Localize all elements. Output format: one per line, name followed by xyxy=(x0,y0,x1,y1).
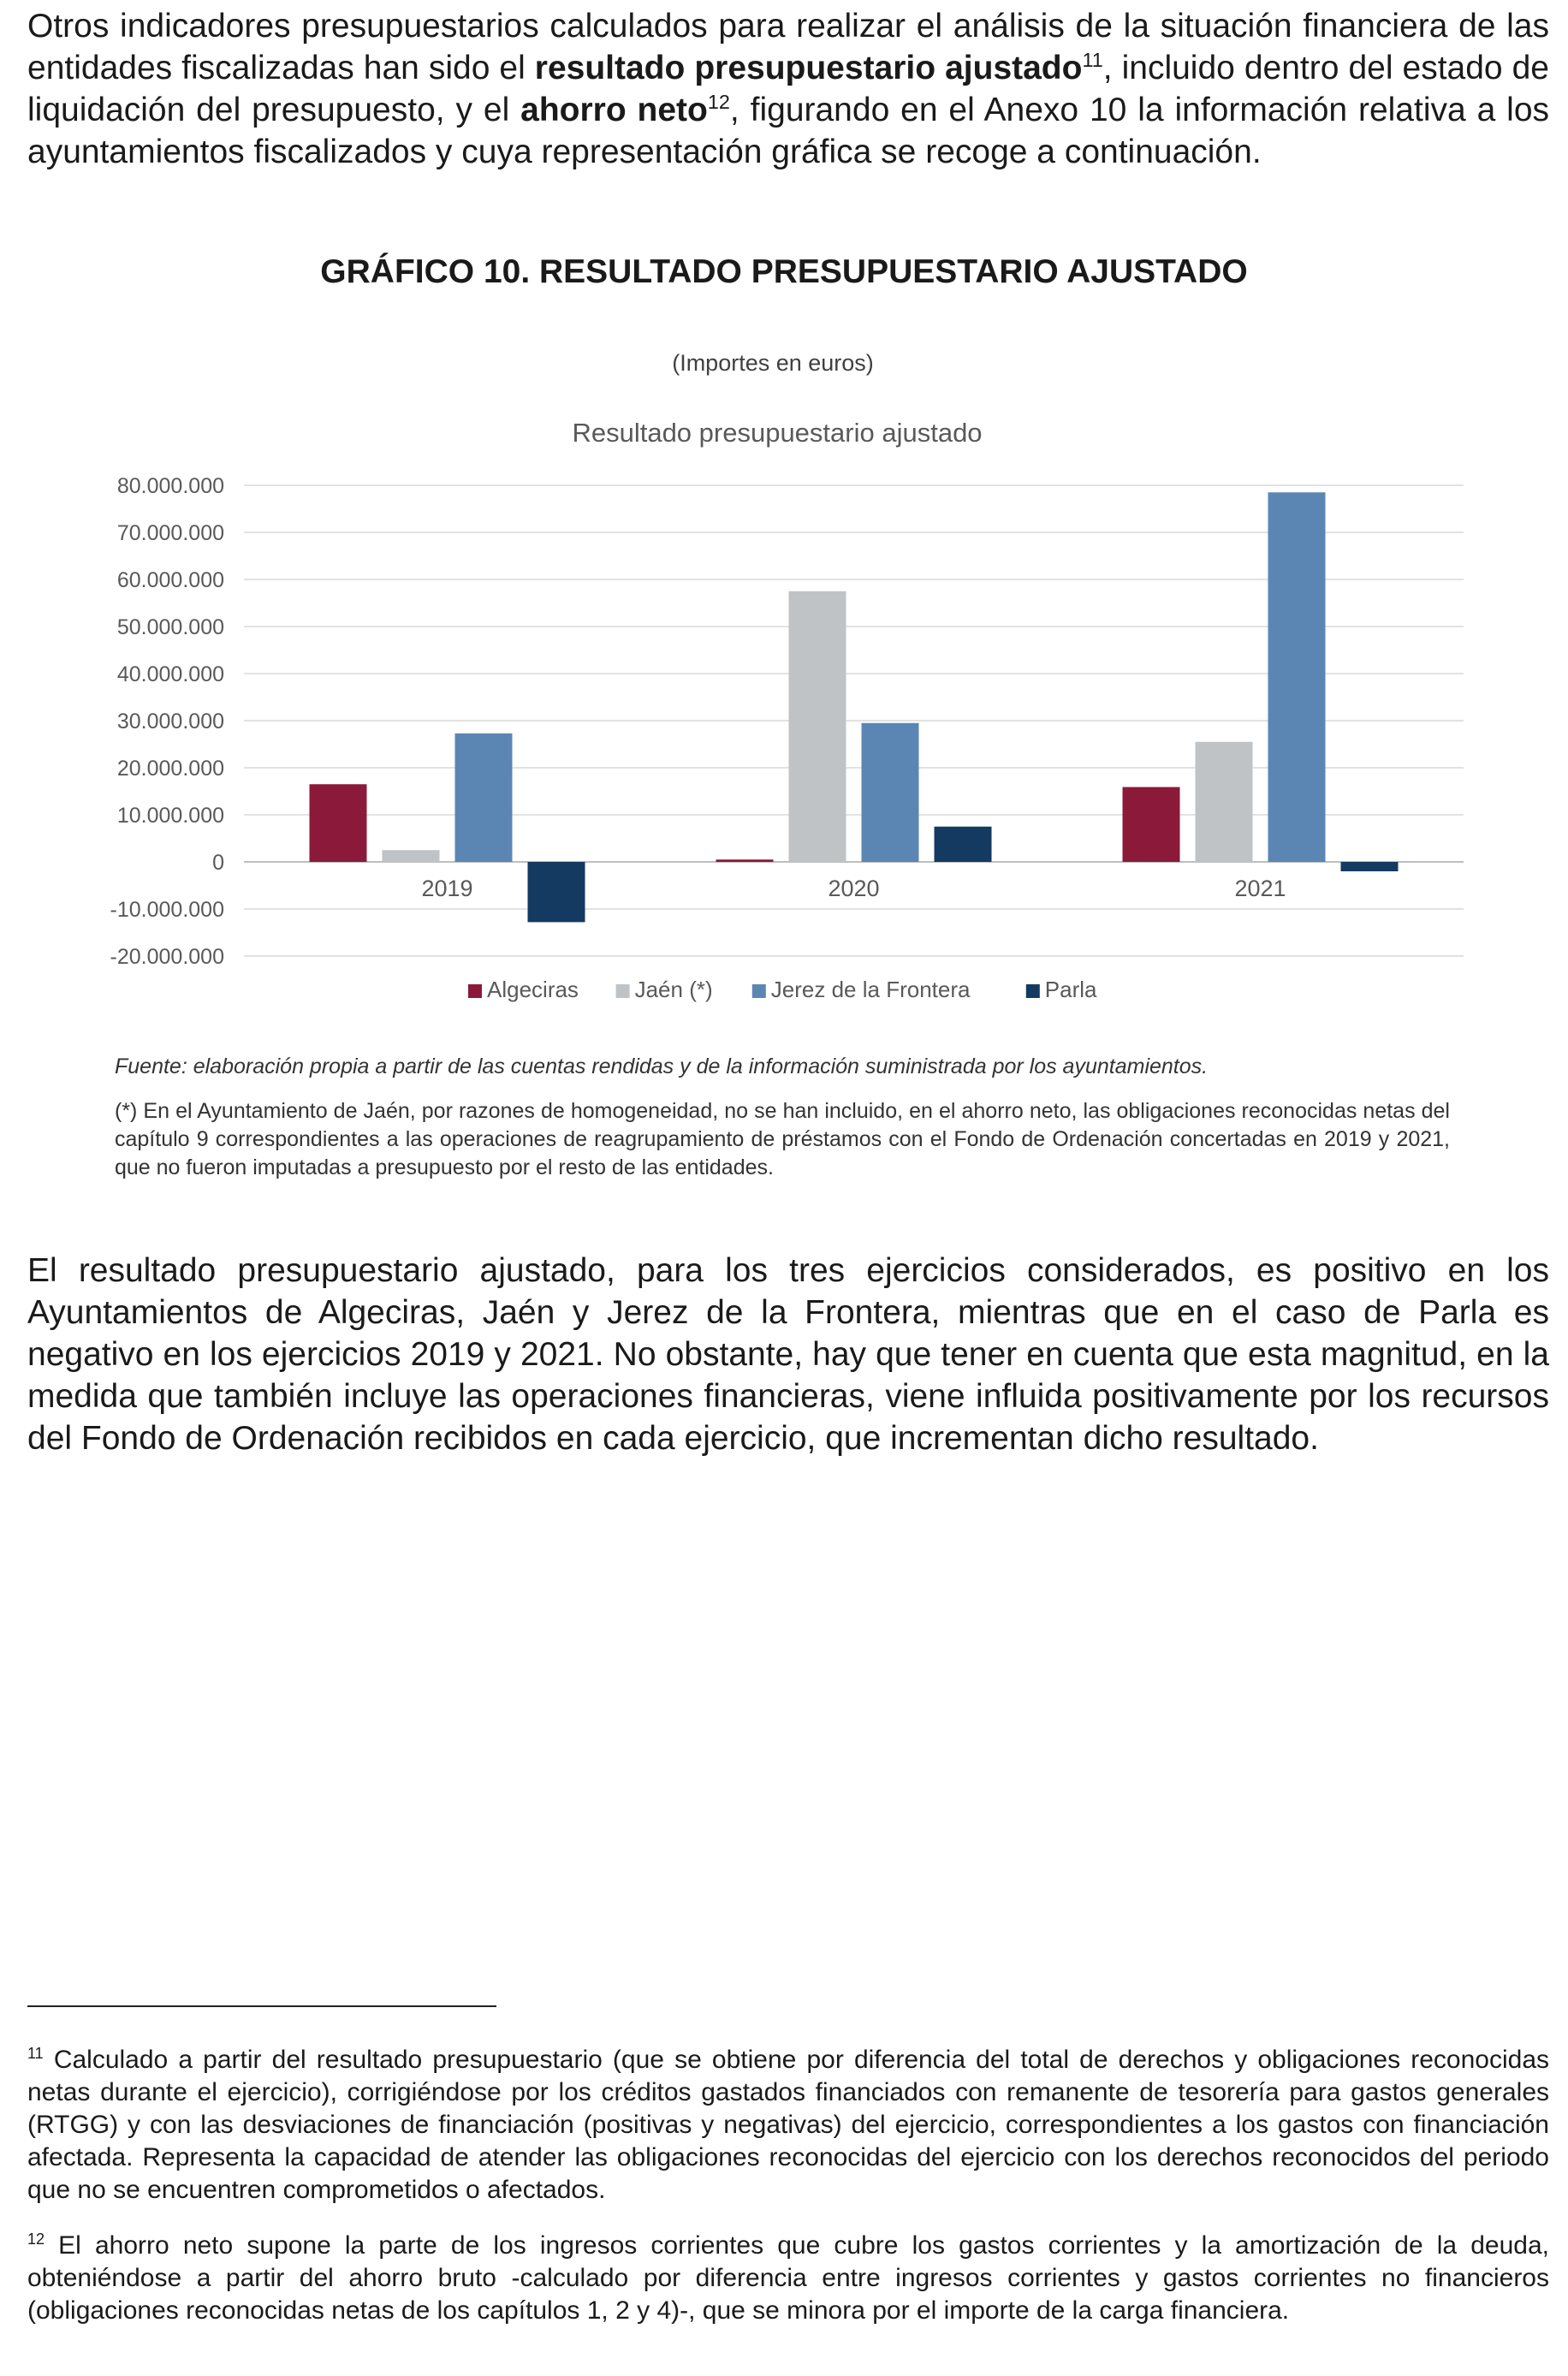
intro-text-3: , figurando en el Anexo 10 la información relativa a los ayuntamientos fiscalizados y cuya representación gráfica se recoge a continuación. xyxy=(27,92,1550,170)
bar xyxy=(1268,492,1326,862)
x-tick-label: 2021 xyxy=(1234,876,1286,901)
bar xyxy=(862,723,919,862)
y-tick-label: 10.000.000 xyxy=(116,804,224,828)
bar xyxy=(455,734,513,862)
legend-swatch xyxy=(616,984,630,998)
footnote-12-text: El ahorro neto supone la parte de los ingresos corrientes que cubre los gastos corrientes y la amortización de la deuda, obteniéndose a partir del ahorro bruto -calculado por diferencia entre ingresos corrientes y gastos corrientes no financieros (obligaciones reconocidas netas de los capítulos 1, 2 y 4)-, que se minora por el importe de la carga financiera. xyxy=(27,2231,1549,2325)
legend-swatch xyxy=(468,984,482,998)
bar xyxy=(1196,742,1253,862)
y-tick-label: 0 xyxy=(212,851,224,875)
legend-label: Algeciras xyxy=(487,977,579,1002)
intro-paragraph xyxy=(27,5,1549,173)
y-tick-label: -20.000.000 xyxy=(110,945,224,969)
bar xyxy=(1123,787,1180,862)
figure-title: GRÁFICO 10. RESULTADO PRESUPUESTARIO AJUSTADO xyxy=(320,253,1248,290)
y-tick-label: 60.000.000 xyxy=(116,568,224,592)
y-tick-label: 20.000.000 xyxy=(116,757,224,781)
footnote-11 xyxy=(27,2044,1549,2207)
chart-note: (*) En el Ayuntamiento de Jaén, por razones de homogeneidad, no se han incluido, en el ahorro neto, las obligaciones reconocidas netas del capítulo 9 correspondientes a las operaciones de reagrupamiento de préstamos con el Fondo de Ordenación concertadas en 2019 y 2021, que no fueron imputadas a presupuesto por el resto de las entidades. xyxy=(115,1099,1450,1179)
y-tick-label: 80.000.000 xyxy=(116,474,224,498)
y-tick-label: 30.000.000 xyxy=(116,710,224,734)
chart-legend xyxy=(468,977,1097,1002)
bar xyxy=(1341,862,1399,871)
bar xyxy=(383,850,440,862)
legend-label: Parla xyxy=(1044,977,1097,1002)
legend-label: Jaén (*) xyxy=(634,977,713,1002)
x-tick-label: 2019 xyxy=(421,876,473,901)
y-tick-label: 50.000.000 xyxy=(116,615,224,639)
y-axis xyxy=(110,474,224,969)
footnote-separator xyxy=(27,2005,496,2007)
intro-text-1: Otros indicadores presupuestarios calculados para realizar el análisis de la situación financiera de las entidades fiscalizadas han sido el xyxy=(27,8,1549,86)
chart-subtitle: (Importes en euros) xyxy=(672,350,874,376)
body-paragraph: El resultado presupuestario ajustado, para los tres ejercicios considerados, es positivo en los Ayuntamientos de Algeciras, Jaén y Jerez de la Frontera, mientras que en el caso de Parla es negativo en los ejercicios 2019 y 2021. No obstante, hay que tener en cuenta que esta magnitud, en la medida que también incluye las operaciones financieras, viene influida positivamente por los recursos del Fondo de Ordenación recibidos en cada ejercicio, que incrementan dicho resultado. xyxy=(27,1252,1549,1457)
footnote-11-number: 11 xyxy=(27,2045,44,2062)
footnote-ref-11[interactable]: 11 xyxy=(1082,49,1103,71)
bar-series xyxy=(310,492,1399,922)
legend-label: Jerez de la Frontera xyxy=(770,977,971,1002)
footnote-12-number: 12 xyxy=(27,2230,45,2248)
x-tick-label: 2020 xyxy=(828,876,880,901)
legend-swatch xyxy=(1026,984,1040,998)
bar xyxy=(310,784,367,862)
bar xyxy=(935,827,992,862)
bar-chart xyxy=(86,338,1472,1040)
footnote-ref-12[interactable]: 12 xyxy=(707,91,730,113)
bar xyxy=(528,862,585,922)
intro-bold-1: resultado presupuestario ajustado xyxy=(534,50,1083,86)
y-tick-label: -10.000.000 xyxy=(110,898,224,922)
y-tick-label: 40.000.000 xyxy=(116,662,224,686)
bar xyxy=(789,591,846,862)
bar xyxy=(716,859,774,862)
y-tick-label: 70.000.000 xyxy=(116,521,224,545)
legend-swatch xyxy=(752,984,766,998)
footnote-12 xyxy=(27,2230,1549,2327)
chart-title: Resultado presupuestario ajustado xyxy=(572,418,983,448)
chart-source: Fuente: elaboración propia a partir de las cuentas rendidas y de la información suministrada por los ayuntamientos. xyxy=(115,1054,1209,1078)
intro-text-2: , incluido dentro del estado de liquidación del presupuesto, y el xyxy=(27,50,1550,128)
intro-bold-2: ahorro neto xyxy=(520,92,708,128)
footnote-11-text: Calculado a partir del resultado presupuestario (que se obtiene por diferencia del total de derechos y obligaciones reconocidas netas durante el ejercicio), corrigiéndose por los créditos gastados financiados con remanente de tesorería para gastos generales (RTGG) y con las desviaciones de financiación (positivas y negativas) del ejercicio, correspondientes a los gastos con financiación afectada. Representa la capacidad de atender las obligaciones reconocidas del ejercicio con los derechos reconocidos del periodo que no se encuentren comprometidos o afectados. xyxy=(27,2046,1549,2204)
